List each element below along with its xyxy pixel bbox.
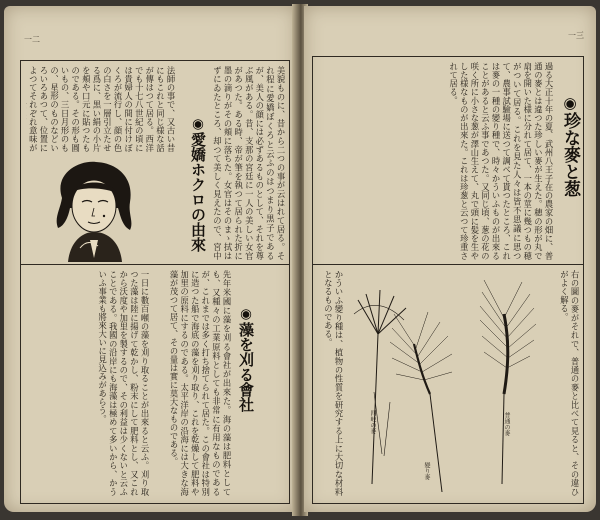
page-number: 一二	[24, 35, 40, 44]
woman-portrait	[44, 156, 144, 262]
open-book	[4, 4, 596, 516]
article-text-wheat-left: かういふ變り種は、植物の性質を研究する上に大切な材料となるものである。	[323, 270, 344, 496]
article-heading-hokuro: ◉愛嬌ホクロの由來	[189, 116, 207, 252]
wheat-illustration	[344, 274, 544, 498]
illustration-caption: 變り麥	[423, 462, 430, 480]
article-text-seaweed-continued: 一日に數百噸の藻を刈り取ることが出來ると云ふ。刈り取つた藻は陸に揚げて乾かし、粉末にして肥料とし、又これから沃度や加里を製するので、その利益は少くないと云ふことである。我國の沿岸にも海藻は極めて多いから、かういふ事業も將來大いに見込みがあらう。	[97, 270, 150, 496]
section-divider	[20, 264, 290, 265]
article-text-wheat: 過る大正十年の夏、武州八王子在の農家の畑に、普通の麥とは違つた珍しい麥が生えた。穂の形が丸で扇を開いた様に分れて居て、一本の莖に幾つもの穂がついて居る。これを見た人々は皆不思議に思つて、農事試驗場に送つて調べて貰つたところ、これは麥の一種の變り種で、時々かういふものが出來ることがあると云ふ事であつた。又同じ頃、葱の花の咲く所に小さな葱が澤山生えて、丸で頭に髪を生やした様なものが出來た。これは珍葱と云つて珍重されて居る。	[448, 62, 554, 260]
article-text-hokuro: 美貌ものに、昔から二つの事が云はれて居る。それ程に愛嬌ぼくろと云ふのはつまり黒子であるが、美人の顔には必ずあるものとして、それを尊ぶ風がある。昔、支那の宮廷に一人の美しい女官があつた。ある時、帝が筆を執つて居られた折に墨の滴りがその頬に落ちた。女官はそのまゝ拭はずにゐたところ、却つて美しく見えたので、宮中	[212, 66, 286, 260]
section-divider	[312, 264, 584, 265]
article-text-wheat-right: 右の圖の麥がそれで、普通の麥と比べて見ると、その違ひがよく解る。	[559, 270, 580, 496]
right-page	[304, 6, 596, 512]
illustration-caption: 四岐の麥	[369, 410, 376, 434]
left-page	[4, 6, 296, 512]
article-text-hokuro-continued: 法師の事で、又古い昔にもこれと同じ様な話が傳はつて居る。西洋でも十七八世紀の頃には貴婦人の間に付けぼくろが流行し、顔の色の白さを一層引立たせる爲に、黒い絹の小片を頬や口元に貼つたものである。その形も圓いもの、三日月形のもの、星形のものなどいろいろあつて、位置によつてそれぞれ意味が	[28, 66, 176, 152]
article-text-seaweed: 先年米國に藻を刈る會社が出來た。海の藻は肥料としても、又種々の工業原料としても非常に有用なものであるが、これまでは多く打ち捨てられて居た。この會社は特別に造つた船で海底の藻を刈り取り、これを乾燥して肥料や加里の原料にするのである。太平洋岸の沿海には大きな海藻が茂つて居て、その量は實に莫大なものである。	[169, 270, 232, 496]
article-heading-wheat: ◉珍な麥と葱	[560, 94, 580, 197]
article-heading-seaweed: ◉藻を刈る會社	[237, 306, 255, 412]
illustration-caption: 普通の麥	[503, 412, 510, 436]
page-number: 一三	[568, 31, 584, 40]
